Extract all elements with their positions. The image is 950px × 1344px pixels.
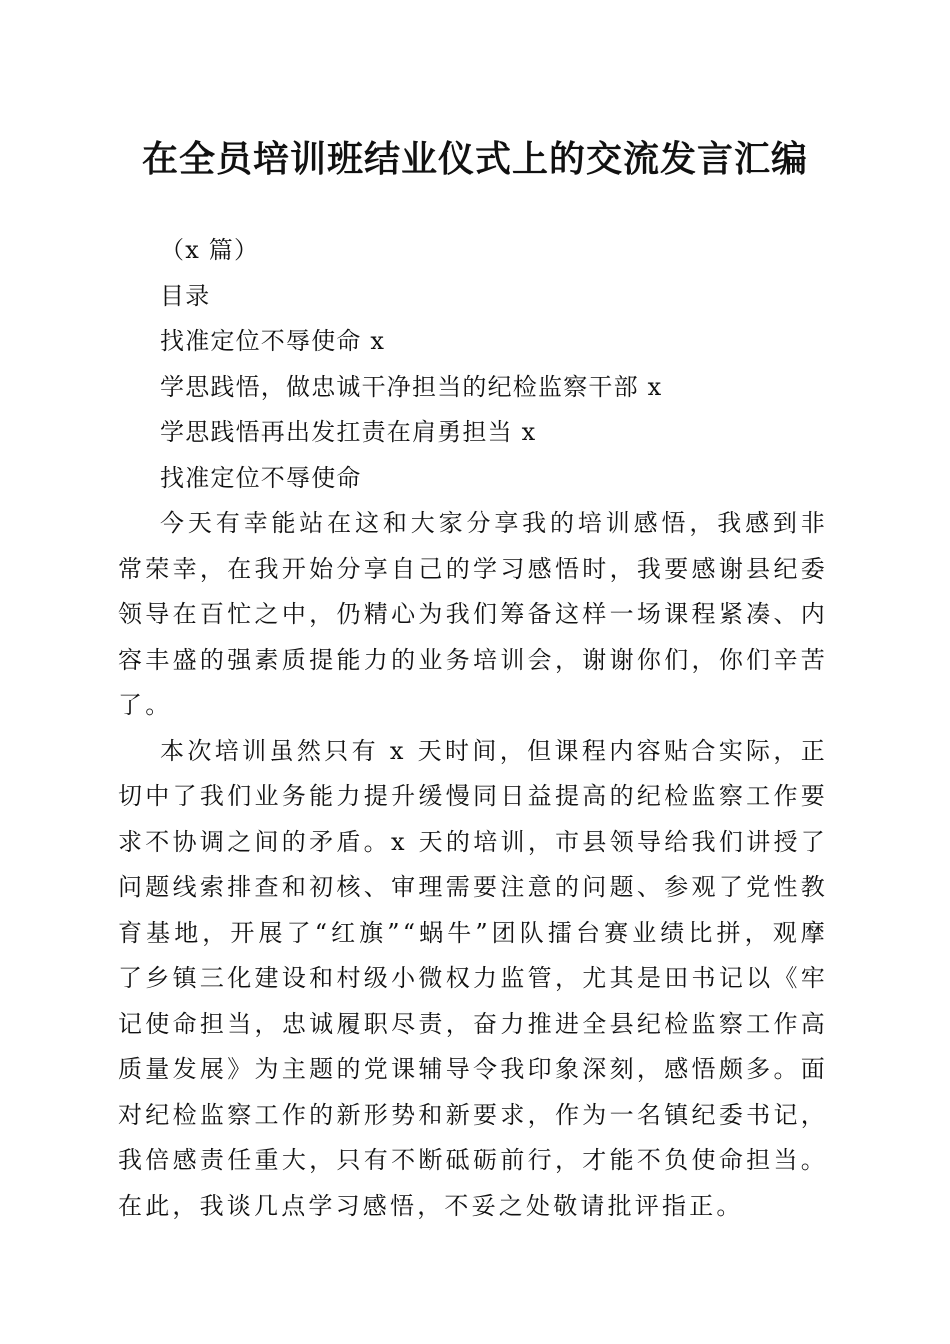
toc-item: 学思践悟，做忠诚干净担当的纪检监察干部 x: [160, 372, 663, 401]
document-title: 在全员培训班结业仪式上的交流发言汇编: [141, 139, 808, 180]
count-note: （x 篇）: [160, 236, 260, 264]
body-paragraph: 今天有幸能站在这和大家分享我的培训感悟，我感到非常荣幸，在我开始分享自己的学习感悟时，我要感谢县纪委领导在百忙之中，仍精心为我们筹备这样一场课程紧凑、内容丰盛的强素质提能力的业务培训会，谢谢你们，你们辛苦了。: [118, 509, 828, 719]
document-body: [118, 228, 828, 1229]
body-paragraph: 本次培训虽然只有 x 天时间，但课程内容贴合实际，正切中了我们业务能力提升缓慢同日益提高的纪检监察工作要求不协调之间的矛盾。x 天的培训，市县领导给我们讲授了问题线索排查和初核、审理需要注意的问题、参观了党性教育基地，开展了“红旗”“蜗牛”团队擂台赛业绩比拼，观摩了乡镇三化建设和村级小微权力监管，尤其是田书记以《牢记使命担当，忠诚履职尽责，奋力推进全县纪检监察工作高质量发展》为主题的党课辅导令我印象深刻，感悟颇多。面对纪检监察工作的新形势和新要求，作为一名镇纪委书记，我倍感责任重大，只有不断砥砺前行，才能不负使命担当。在此，我谈几点学习感悟，不妥之处敬请批评指正。: [118, 736, 828, 1220]
section-title: 找准定位不辱使命: [160, 463, 362, 492]
toc-item: 找准定位不辱使命 x: [160, 327, 386, 355]
toc-heading: 目录: [160, 281, 211, 310]
toc-item: 学思践悟再出发扛责在肩勇担当 x: [160, 418, 537, 446]
